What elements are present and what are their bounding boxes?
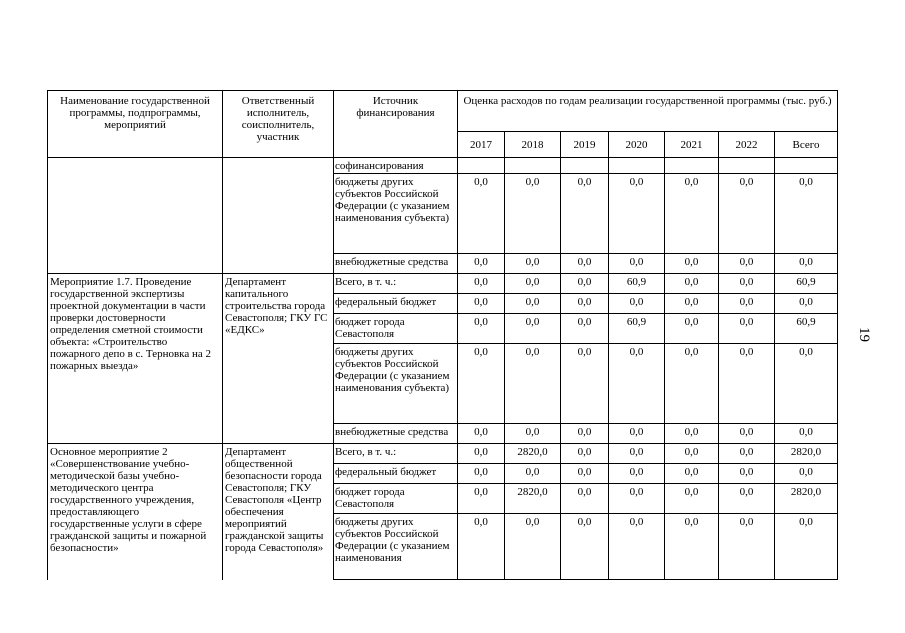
funding-source-cell: федеральный бюджет (334, 464, 458, 484)
value-cell-Всего: 2820,0 (775, 444, 838, 464)
value-cell-2018: 0,0 (505, 424, 561, 444)
value-cell-2019: 0,0 (561, 424, 609, 444)
value-cell-2021: 0,0 (665, 344, 719, 424)
value-cell-Всего: 0,0 (775, 294, 838, 314)
funding-source-cell: бюджет города Севастополя (334, 484, 458, 514)
value-cell-2020: 0,0 (609, 424, 665, 444)
funding-source-cell: бюджет города Севастополя (334, 314, 458, 344)
header-source: Источник финансирования (334, 91, 458, 158)
value-cell-2018: 2820,0 (505, 484, 561, 514)
value-cell-2018: 0,0 (505, 174, 561, 254)
value-cell-2022 (719, 158, 775, 174)
funding-source-cell: федеральный бюджет (334, 294, 458, 314)
year-header: 2019 (561, 132, 609, 158)
table-row (48, 158, 838, 174)
responsible-cell: Департамент общественной безопасности города Севастополя; ГКУ Севастополя «Центр обеспечения мероприятий гражданской защиты города Севастополя» (223, 444, 334, 580)
value-cell-2020: 60,9 (609, 314, 665, 344)
item-name-cell: Мероприятие 1.7. Проведение государственной экспертизы проектной документации в части проверки достоверности определения сметной стоимости объекта: «Строительство пожарного депо в с. Терновка на 2 пожарных выезда» (48, 274, 223, 444)
value-cell-2017: 0,0 (458, 174, 505, 254)
header-name: Наименование государственной программы, подпрограммы, мероприятий (48, 91, 223, 158)
funding-source-cell: бюджеты других субъектов Российской Федерации (с указанием наименования (334, 514, 458, 580)
value-cell-2019: 0,0 (561, 344, 609, 424)
value-cell-2019: 0,0 (561, 484, 609, 514)
page-number: 19 (856, 327, 872, 342)
value-cell-2021: 0,0 (665, 424, 719, 444)
value-cell-Всего (775, 158, 838, 174)
year-header: 2018 (505, 132, 561, 158)
value-cell-2021: 0,0 (665, 484, 719, 514)
value-cell-2020: 0,0 (609, 514, 665, 580)
value-cell-2022: 0,0 (719, 314, 775, 344)
value-cell-2017: 0,0 (458, 424, 505, 444)
value-cell-2018: 0,0 (505, 294, 561, 314)
value-cell-2022: 0,0 (719, 174, 775, 254)
value-cell-2018: 0,0 (505, 274, 561, 294)
funding-source-cell: бюджеты других субъектов Российской Федерации (с указанием наименования субъекта) (334, 174, 458, 254)
value-cell-2022: 0,0 (719, 484, 775, 514)
value-cell-Всего: 60,9 (775, 274, 838, 294)
value-cell-2017: 0,0 (458, 464, 505, 484)
value-cell-Всего: 0,0 (775, 514, 838, 580)
value-cell-2021: 0,0 (665, 294, 719, 314)
value-cell-2017: 0,0 (458, 254, 505, 274)
table-row (48, 274, 838, 294)
value-cell-2019: 0,0 (561, 174, 609, 254)
value-cell-Всего: 2820,0 (775, 484, 838, 514)
value-cell-2022: 0,0 (719, 254, 775, 274)
value-cell-Всего: 0,0 (775, 254, 838, 274)
value-cell-2022: 0,0 (719, 464, 775, 484)
value-cell-2021: 0,0 (665, 254, 719, 274)
value-cell-2019: 0,0 (561, 444, 609, 464)
value-cell-2021: 0,0 (665, 444, 719, 464)
value-cell-2022: 0,0 (719, 294, 775, 314)
value-cell-2018: 0,0 (505, 254, 561, 274)
value-cell-2022: 0,0 (719, 344, 775, 424)
value-cell-2021: 0,0 (665, 464, 719, 484)
table-row (48, 444, 838, 464)
value-cell-2020: 0,0 (609, 174, 665, 254)
funding-source-cell: бюджеты других субъектов Российской Федерации (с указанием наименования субъекта) (334, 344, 458, 424)
value-cell-2020: 0,0 (609, 294, 665, 314)
value-cell-2017: 0,0 (458, 314, 505, 344)
value-cell-2020: 0,0 (609, 254, 665, 274)
value-cell-2022: 0,0 (719, 444, 775, 464)
value-cell-2019 (561, 158, 609, 174)
year-header: 2022 (719, 132, 775, 158)
value-cell-2018 (505, 158, 561, 174)
value-cell-2017: 0,0 (458, 444, 505, 464)
value-cell-2018: 0,0 (505, 344, 561, 424)
year-header: 2020 (609, 132, 665, 158)
funding-source-cell: внебюджетные средства (334, 424, 458, 444)
funding-source-cell: софинансирования (334, 158, 458, 174)
value-cell-2022: 0,0 (719, 514, 775, 580)
year-header: Всего (775, 132, 838, 158)
responsible-cell (223, 158, 334, 274)
budget-table (47, 90, 838, 580)
item-name-cell (48, 158, 223, 274)
value-cell-2018: 2820,0 (505, 444, 561, 464)
value-cell-2017: 0,0 (458, 274, 505, 294)
value-cell-2022: 0,0 (719, 274, 775, 294)
year-header: 2021 (665, 132, 719, 158)
header-responsible: Ответственный исполнитель, соисполнитель, участник (223, 91, 334, 158)
value-cell-2021 (665, 158, 719, 174)
value-cell-2019: 0,0 (561, 274, 609, 294)
value-cell-2019: 0,0 (561, 314, 609, 344)
value-cell-Всего: 0,0 (775, 174, 838, 254)
value-cell-2019: 0,0 (561, 514, 609, 580)
value-cell-2020: 60,9 (609, 274, 665, 294)
funding-source-cell: внебюджетные средства (334, 254, 458, 274)
value-cell-Всего: 0,0 (775, 424, 838, 444)
value-cell-2018: 0,0 (505, 514, 561, 580)
funding-source-cell: Всего, в т. ч.: (334, 444, 458, 464)
value-cell-2022: 0,0 (719, 424, 775, 444)
value-cell-2019: 0,0 (561, 294, 609, 314)
value-cell-2018: 0,0 (505, 314, 561, 344)
header-estimate: Оценка расходов по годам реализации государственной программы (тыс. руб.) (458, 91, 838, 132)
value-cell-Всего: 0,0 (775, 464, 838, 484)
item-name-cell: Основное мероприятие 2 «Совершенствование учебно-методической базы учебно-методического центра государственного учреждения, предоставляющего государственные услуги в сфере гражданской защиты и пожарной безопасности» (48, 444, 223, 580)
value-cell-2019: 0,0 (561, 464, 609, 484)
value-cell-2021: 0,0 (665, 274, 719, 294)
value-cell-2017: 0,0 (458, 294, 505, 314)
funding-source-cell: Всего, в т. ч.: (334, 274, 458, 294)
value-cell-2021: 0,0 (665, 314, 719, 344)
value-cell-2017: 0,0 (458, 484, 505, 514)
value-cell-2021: 0,0 (665, 174, 719, 254)
value-cell-2018: 0,0 (505, 464, 561, 484)
value-cell-Всего: 60,9 (775, 314, 838, 344)
value-cell-2020 (609, 158, 665, 174)
value-cell-2021: 0,0 (665, 514, 719, 580)
value-cell-Всего: 0,0 (775, 344, 838, 424)
value-cell-2017: 0,0 (458, 344, 505, 424)
value-cell-2019: 0,0 (561, 254, 609, 274)
year-header: 2017 (458, 132, 505, 158)
value-cell-2020: 0,0 (609, 344, 665, 424)
value-cell-2020: 0,0 (609, 464, 665, 484)
responsible-cell: Департамент капитального строительства города Севастополя; ГКУ ГС «ЕДКС» (223, 274, 334, 444)
value-cell-2017 (458, 158, 505, 174)
value-cell-2017: 0,0 (458, 514, 505, 580)
value-cell-2020: 0,0 (609, 484, 665, 514)
value-cell-2020: 0,0 (609, 444, 665, 464)
